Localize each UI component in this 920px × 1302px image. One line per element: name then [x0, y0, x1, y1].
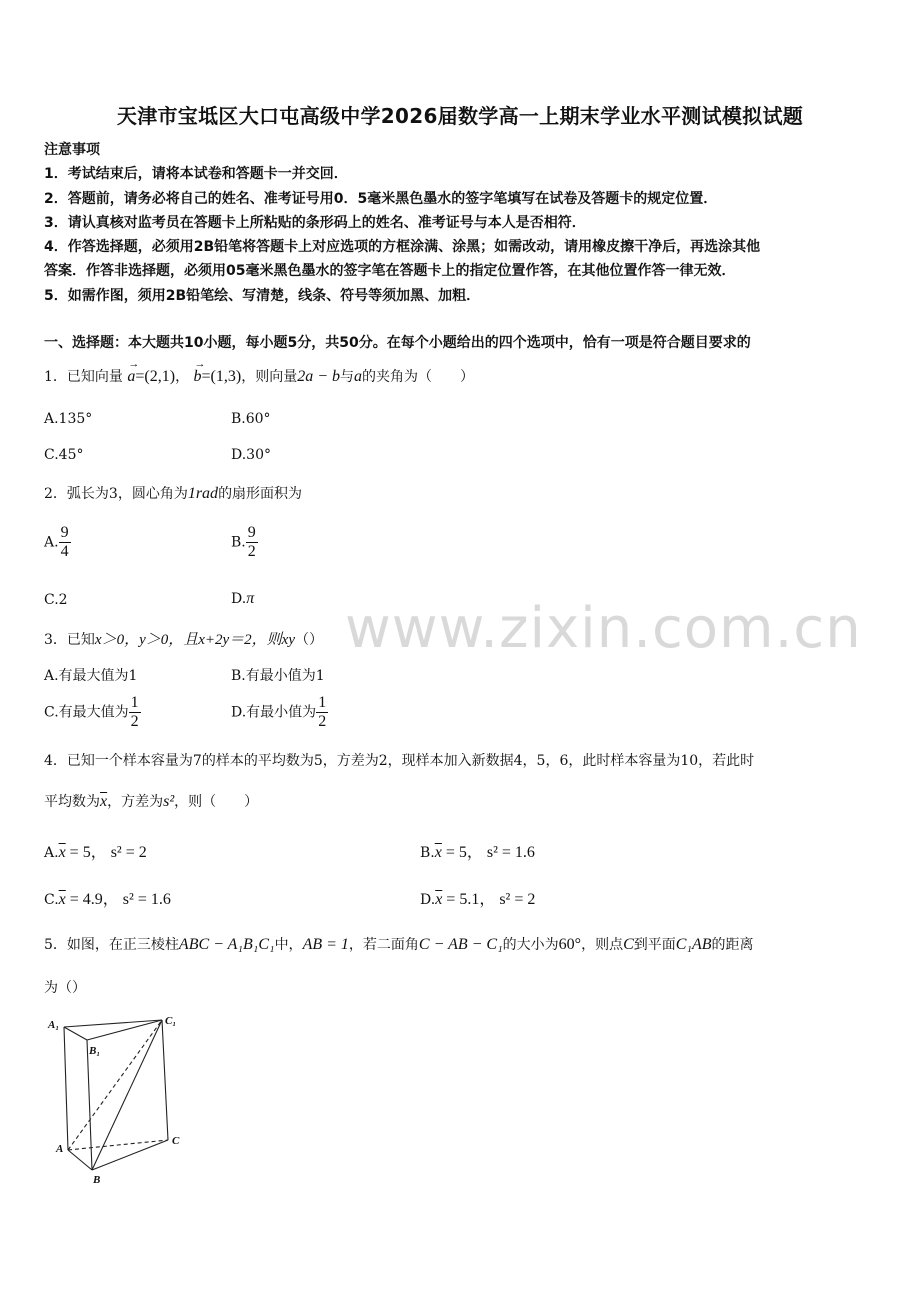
option-d: $D.\overline{x} = 5.1$， s² = 2: [420, 891, 536, 908]
question-1: [44, 358, 474, 386]
q-math: x＞0，y＞0，且x+2y＝2，则xy: [94, 632, 295, 648]
question-4-line-1: 4．已知一个样本容量为7的样本的平均数为5，方差为2，现样本加入新数据4，5，6，此时样本容量为10，若此时: [44, 753, 755, 769]
option-b: B.60°: [231, 411, 271, 427]
question-3: [44, 628, 323, 649]
label-b: B: [93, 1174, 101, 1186]
notice-item: 1．考试结束后，请将本试卷和答题卡一并交回．: [44, 166, 348, 182]
s-squared: s²: [163, 793, 175, 810]
option-c: C.有最大值为 $\frac{1}{2}$: [44, 694, 139, 730]
option-d: D.有最小值为 $\frac{1}{2}$: [231, 694, 327, 730]
option-a: A. $\frac{9}{4}$: [44, 524, 69, 560]
question-2: [44, 483, 302, 503]
watermark: www.zixin.com.cn: [345, 596, 862, 661]
edge-ac-hidden: [68, 1140, 168, 1150]
q-text: 2．弧长为3，圆心角为: [44, 486, 188, 502]
option-c: C.45°: [44, 447, 84, 463]
label-a1: A₁: [48, 1019, 60, 1031]
option-a: A.135°: [44, 411, 93, 427]
option-b: B. $\frac{9}{2}$: [231, 524, 256, 560]
q-text: ，则向量: [241, 369, 298, 385]
notice-item: 2．答题前，请务必将自己的姓名、准考证号用0．5毫米黑色墨水的签字笔填写在试卷及答题卡的规定位置．: [44, 191, 718, 207]
option-c: $C.\overline{x} = 4.9$， s² = 1.6: [44, 891, 171, 908]
vector-a: → a: [127, 358, 140, 385]
option-c: C.2: [44, 592, 68, 608]
label-c1: C₁: [165, 1015, 177, 1027]
q-text: ，: [175, 369, 190, 385]
q-text: 的夹角为（ ）: [362, 369, 474, 385]
q-text: 已知向量: [66, 369, 123, 385]
option-b: $B.\overline{x} = 5$， s² = 1.6: [420, 844, 535, 861]
question-number: 1．: [44, 369, 67, 385]
q-math: 1rad: [187, 485, 219, 502]
q-math: =(1,3): [201, 368, 242, 385]
label-a: A: [56, 1143, 64, 1155]
q-text: 的扇形面积为: [218, 486, 303, 502]
x-bar: $\overline{x}$: [100, 793, 108, 810]
page-title: 天津市宝坻区大口屯高级中学2026届数学高一上期末学业水平测试模拟试题: [116, 104, 804, 128]
edge-ac1-hidden: [68, 1020, 162, 1150]
vector-b: → b: [193, 358, 206, 385]
q-text: 与: [340, 369, 354, 385]
q-text: 3．已知: [44, 632, 95, 648]
edge-a1b1: [64, 1027, 87, 1040]
notice-item: 答案．作答非选择题，必须用05毫米黑色墨水的签字笔在答题卡上的指定位置作答，在其他位置作答一律无效．: [44, 263, 736, 279]
notice-item: 5．如需作图，须用2B铅笔绘、写清楚，线条、符号等须加黑、加粗．: [44, 288, 481, 304]
notice-item: 4．作答选择题，必须用2B铅笔将答题卡上对应选项的方框涂满、涂黑；如需改动，请用橡皮擦干净后，再选涂其他: [44, 239, 761, 255]
edge-b1b: [87, 1040, 92, 1170]
q-text: （）: [295, 632, 323, 648]
section-heading: 一、选择题：本大题共10小题，每小题5分，共50分。在每个小题给出的四个选项中，恰有一项是符合题目要求的: [44, 335, 751, 351]
option-d: D.30°: [231, 447, 271, 463]
question-4-line-2: 平均数为$\overline{x}$，方差为s²，则（ ）: [44, 793, 259, 810]
notice-heading: 注意事项: [44, 142, 100, 158]
prism-figure: [44, 1010, 194, 1190]
option-a: $A.\overline{x} = 5$， s² = 2: [44, 844, 147, 861]
vector-a: a: [354, 368, 362, 385]
option-a: A.有最大值为1: [44, 668, 138, 684]
label-b1: B₁: [89, 1045, 101, 1057]
edge-ab: [68, 1150, 92, 1170]
label-c: C: [172, 1135, 180, 1147]
q-math: =(2,1): [135, 368, 176, 385]
option-b: B.有最小值为1: [231, 668, 325, 684]
edge-c1c: [162, 1020, 168, 1140]
question-5: 5．如图，在正三棱柱ABC − A₁B₁C₁中，AB = 1，若二面角C − AB − C₁的大小为60°，则点C到平面C₁AB的距离: [44, 936, 754, 953]
edge-a1a: [64, 1027, 68, 1150]
question-5-line-2: 为（）: [44, 980, 86, 996]
q-math: 2a − b: [297, 368, 340, 385]
edge-bc1: [92, 1020, 162, 1170]
option-d: D.π: [231, 590, 255, 607]
notice-item: 3．请认真核对监考员在答题卡上所粘贴的条形码上的姓名、准考证号与本人是否相符．: [44, 215, 586, 231]
